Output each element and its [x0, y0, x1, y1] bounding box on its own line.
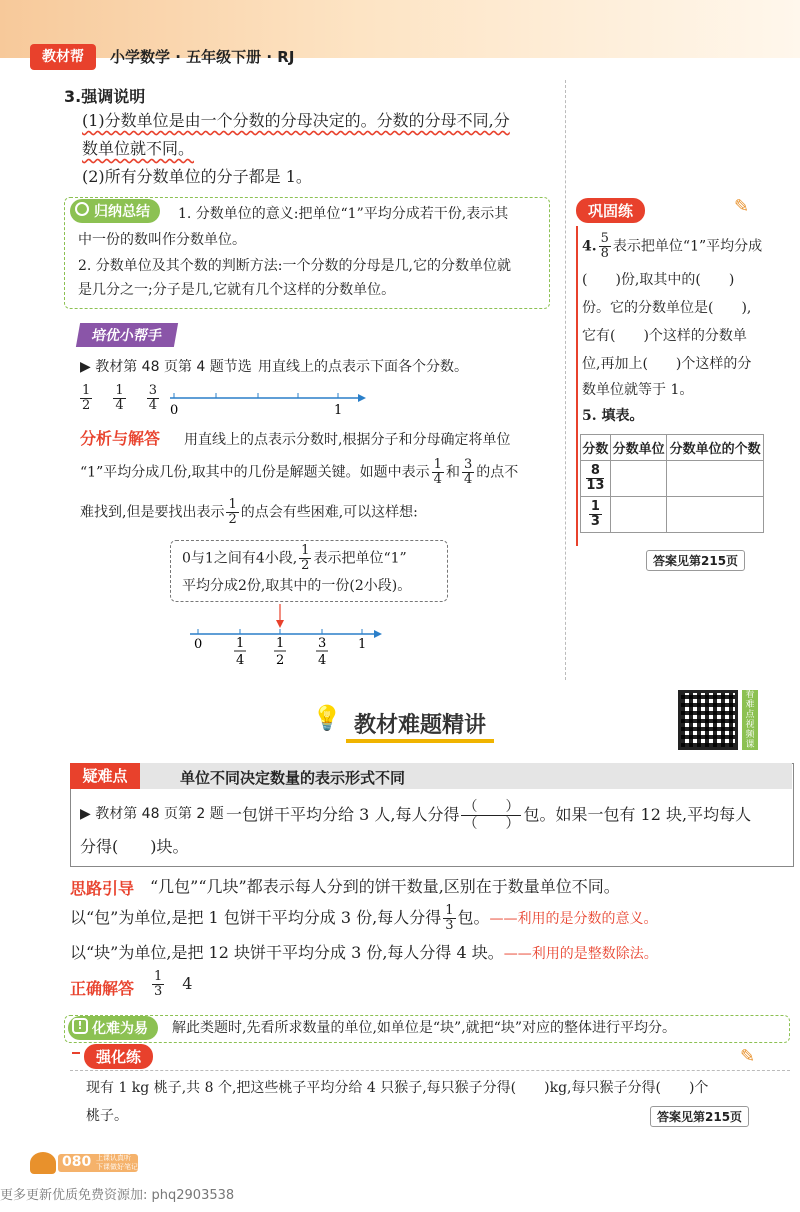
emphasis-line2: 数单位就不同。 — [82, 139, 195, 158]
guide-tag: 思路引导 — [70, 879, 135, 898]
answer-values: $\frac{1}{3}$ 4 — [154, 969, 193, 999]
q4-line2: ( )份,取其中的( ) — [582, 272, 735, 288]
table-header: 分数单位的个数 — [667, 435, 764, 461]
table-cell: $\frac{8}{13}$ — [581, 461, 611, 497]
axis-one: 1 — [334, 403, 343, 418]
mascot-icon — [30, 1152, 56, 1174]
difficulty-ref: ▶ 教材第 48 页第 2 题 — [80, 806, 224, 822]
footer-text: 更多更新优质免费资源加: phq2903538 — [0, 1188, 235, 1203]
strengthen-line1: 现有 1 kg 桃子,共 8 个,把这些桃子平均分给 4 只猴子,每只猴子分得( )kg,每只猴子分得( )个 — [86, 1080, 709, 1096]
fraction: $\frac{1}{4}$ — [115, 383, 124, 413]
strengthen-tag: 强化练 — [84, 1044, 153, 1069]
table-header: 分数单位 — [610, 435, 667, 461]
lightbulb-icon: 💡 — [312, 704, 342, 732]
table-cell[interactable] — [667, 497, 764, 533]
summary-line1: 1. 分数单位的意义:把单位“1”平均分成若干份,表示其 — [178, 206, 509, 222]
table-cell[interactable] — [610, 461, 667, 497]
nl-zero: 0 — [194, 637, 203, 652]
strengthen-mark — [72, 1052, 80, 1054]
qr-code[interactable] — [678, 690, 738, 750]
helper-ref: ▶ 教材第 48 页第 4 题节选 — [80, 359, 252, 375]
q4-line4: 它有( )个这样的分数单 — [582, 328, 747, 344]
pencil-icon: ✎ — [740, 1046, 756, 1067]
analysis-tag: 分析与解答 — [80, 429, 161, 448]
page-number: 080 — [62, 1154, 92, 1170]
think-line2: 平均分成2份,取其中的一份(2小段)。 — [182, 578, 412, 594]
guide-line1: “几包”“几块”都表示每人分到的饼干数量,区别在于数量单位不同。 — [150, 877, 620, 896]
summary-line3: 2. 分数单位及其个数的判断方法:一个分数的分母是几,它的分数单位就 — [78, 258, 511, 274]
simplify-text: 解此类题时,先看所求数量的单位,如单位是“块”,就把“块”对应的整体进行平均分。 — [172, 1020, 676, 1036]
answer-tag: 正确解答 — [70, 979, 135, 998]
practice-tag: 巩固练 — [576, 198, 645, 223]
strengthen-divider — [70, 1070, 790, 1072]
answer-ref: 答案见第215页 — [650, 1106, 749, 1127]
number-line-blank — [168, 390, 368, 420]
brand-badge: 教材帮 — [30, 44, 96, 70]
helper-tag: 培优小帮手 — [76, 323, 178, 347]
table-cell[interactable] — [610, 497, 667, 533]
difficulty-header-bg — [70, 763, 792, 789]
summary-line4: 是几分之一;分子是几,它就有几个这样的分数单位。 — [78, 282, 396, 298]
q4-line1: 4. $\frac{5}{8}$ 表示把单位“1”平均分成 — [582, 231, 763, 261]
nl-label-num: 3 — [318, 636, 327, 651]
emphasis-line3: (2)所有分数单位的分子都是 1。 — [82, 167, 312, 186]
qr-side-label: 看难点视频课 — [742, 690, 758, 750]
helper-fractions — [78, 384, 168, 413]
book-title: 小学数学 · 五年级下册 · RJ — [110, 48, 295, 66]
nl-label-num: 1 — [236, 636, 245, 651]
table-cell: $\frac{1}{3}$ — [581, 497, 611, 533]
q4-line3: 份。它的分数单位是( ), — [582, 300, 752, 316]
emphasis-line1: (1)分数单位是由一个分数的分母决定的。分数的分母不同,分 — [82, 111, 510, 130]
helper-question: 用直线上的点表示下面各个分数。 — [258, 359, 468, 375]
fill-table — [580, 434, 764, 533]
practice-rule — [576, 226, 578, 546]
q5: 5. 填表。 — [582, 408, 644, 424]
triangle-icon: ▶ — [80, 359, 91, 375]
analysis-line1: 用直线上的点表示分数时,根据分子和分母确定将单位 — [184, 432, 511, 448]
answer-ref: 答案见第215页 — [646, 550, 745, 571]
axis-zero: 0 — [170, 403, 179, 418]
pencil-icon: ✎ — [734, 196, 750, 217]
difficulty-q1: 一包饼干平均分给 3 人,每人分得 $\frac{( )}{( )}$ 包。如果一包有 12 块,平均每人 — [226, 799, 752, 832]
triangle-icon: ▶ — [80, 806, 91, 822]
nl-one: 1 — [358, 637, 367, 652]
fraction: $\frac{3}{4}$ — [148, 383, 158, 413]
number-line-answer — [188, 600, 388, 670]
emphasis-title: 3.强调说明 — [64, 87, 146, 106]
column-divider — [565, 80, 567, 680]
target-icon — [75, 202, 89, 216]
strengthen-line2: 桃子。 — [86, 1108, 128, 1124]
nl-label-den: 2 — [276, 653, 285, 668]
nl-label-den: 4 — [236, 653, 245, 668]
page-slogan: 上课认真听 下课做好笔记 — [96, 1154, 138, 1171]
section-title: 教材难题精讲 — [346, 708, 494, 743]
fraction: $\frac{1}{2}$ — [82, 383, 91, 413]
nl-label-num: 1 — [276, 636, 285, 651]
guide-line3: 以“块”为单位,是把 12 块饼干平均分成 3 份,每人分得 4 块。——利用的是整数除法。 — [70, 943, 658, 962]
summary-tag: 归纳总结 — [70, 199, 160, 223]
difficulty-q2: 分得( )块。 — [80, 837, 189, 856]
table-header: 分数 — [581, 435, 611, 461]
think-line1: 0与1之间有4小段, $\frac{1}{2}$ 表示把单位“1” — [182, 543, 407, 573]
nl-label-den: 4 — [318, 653, 327, 668]
difficulty-title: 单位不同决定数量的表示形式不同 — [180, 769, 406, 787]
difficulty-tag: 疑难点 — [70, 763, 140, 789]
guide-line2: 以“包”为单位,是把 1 包饼干平均分成 3 份,每人分得 $\frac{1}{3}$ 包。——利用的是分数的意义。 — [70, 903, 658, 933]
q4-line6: 数单位就等于 1。 — [582, 382, 694, 398]
exclamation-icon: ! — [72, 1018, 88, 1034]
analysis-line2: “1”平均分成几份,取其中的几份是解题关键。如题中表示 $\frac{1}{4}$ 和 $\frac{3}{4}$ 的点不 — [80, 457, 519, 487]
table-cell[interactable] — [667, 461, 764, 497]
analysis-line3: 难找到,但是要找出表示 $\frac{1}{2}$ 的点会有些困难,可以这样想: — [80, 497, 418, 527]
summary-line2: 中一份的数叫作分数单位。 — [78, 232, 246, 248]
q4-line5: 位,再加上( )个这样的分 — [582, 356, 752, 372]
simplify-tag: ! 化难为易 — [68, 1016, 158, 1040]
